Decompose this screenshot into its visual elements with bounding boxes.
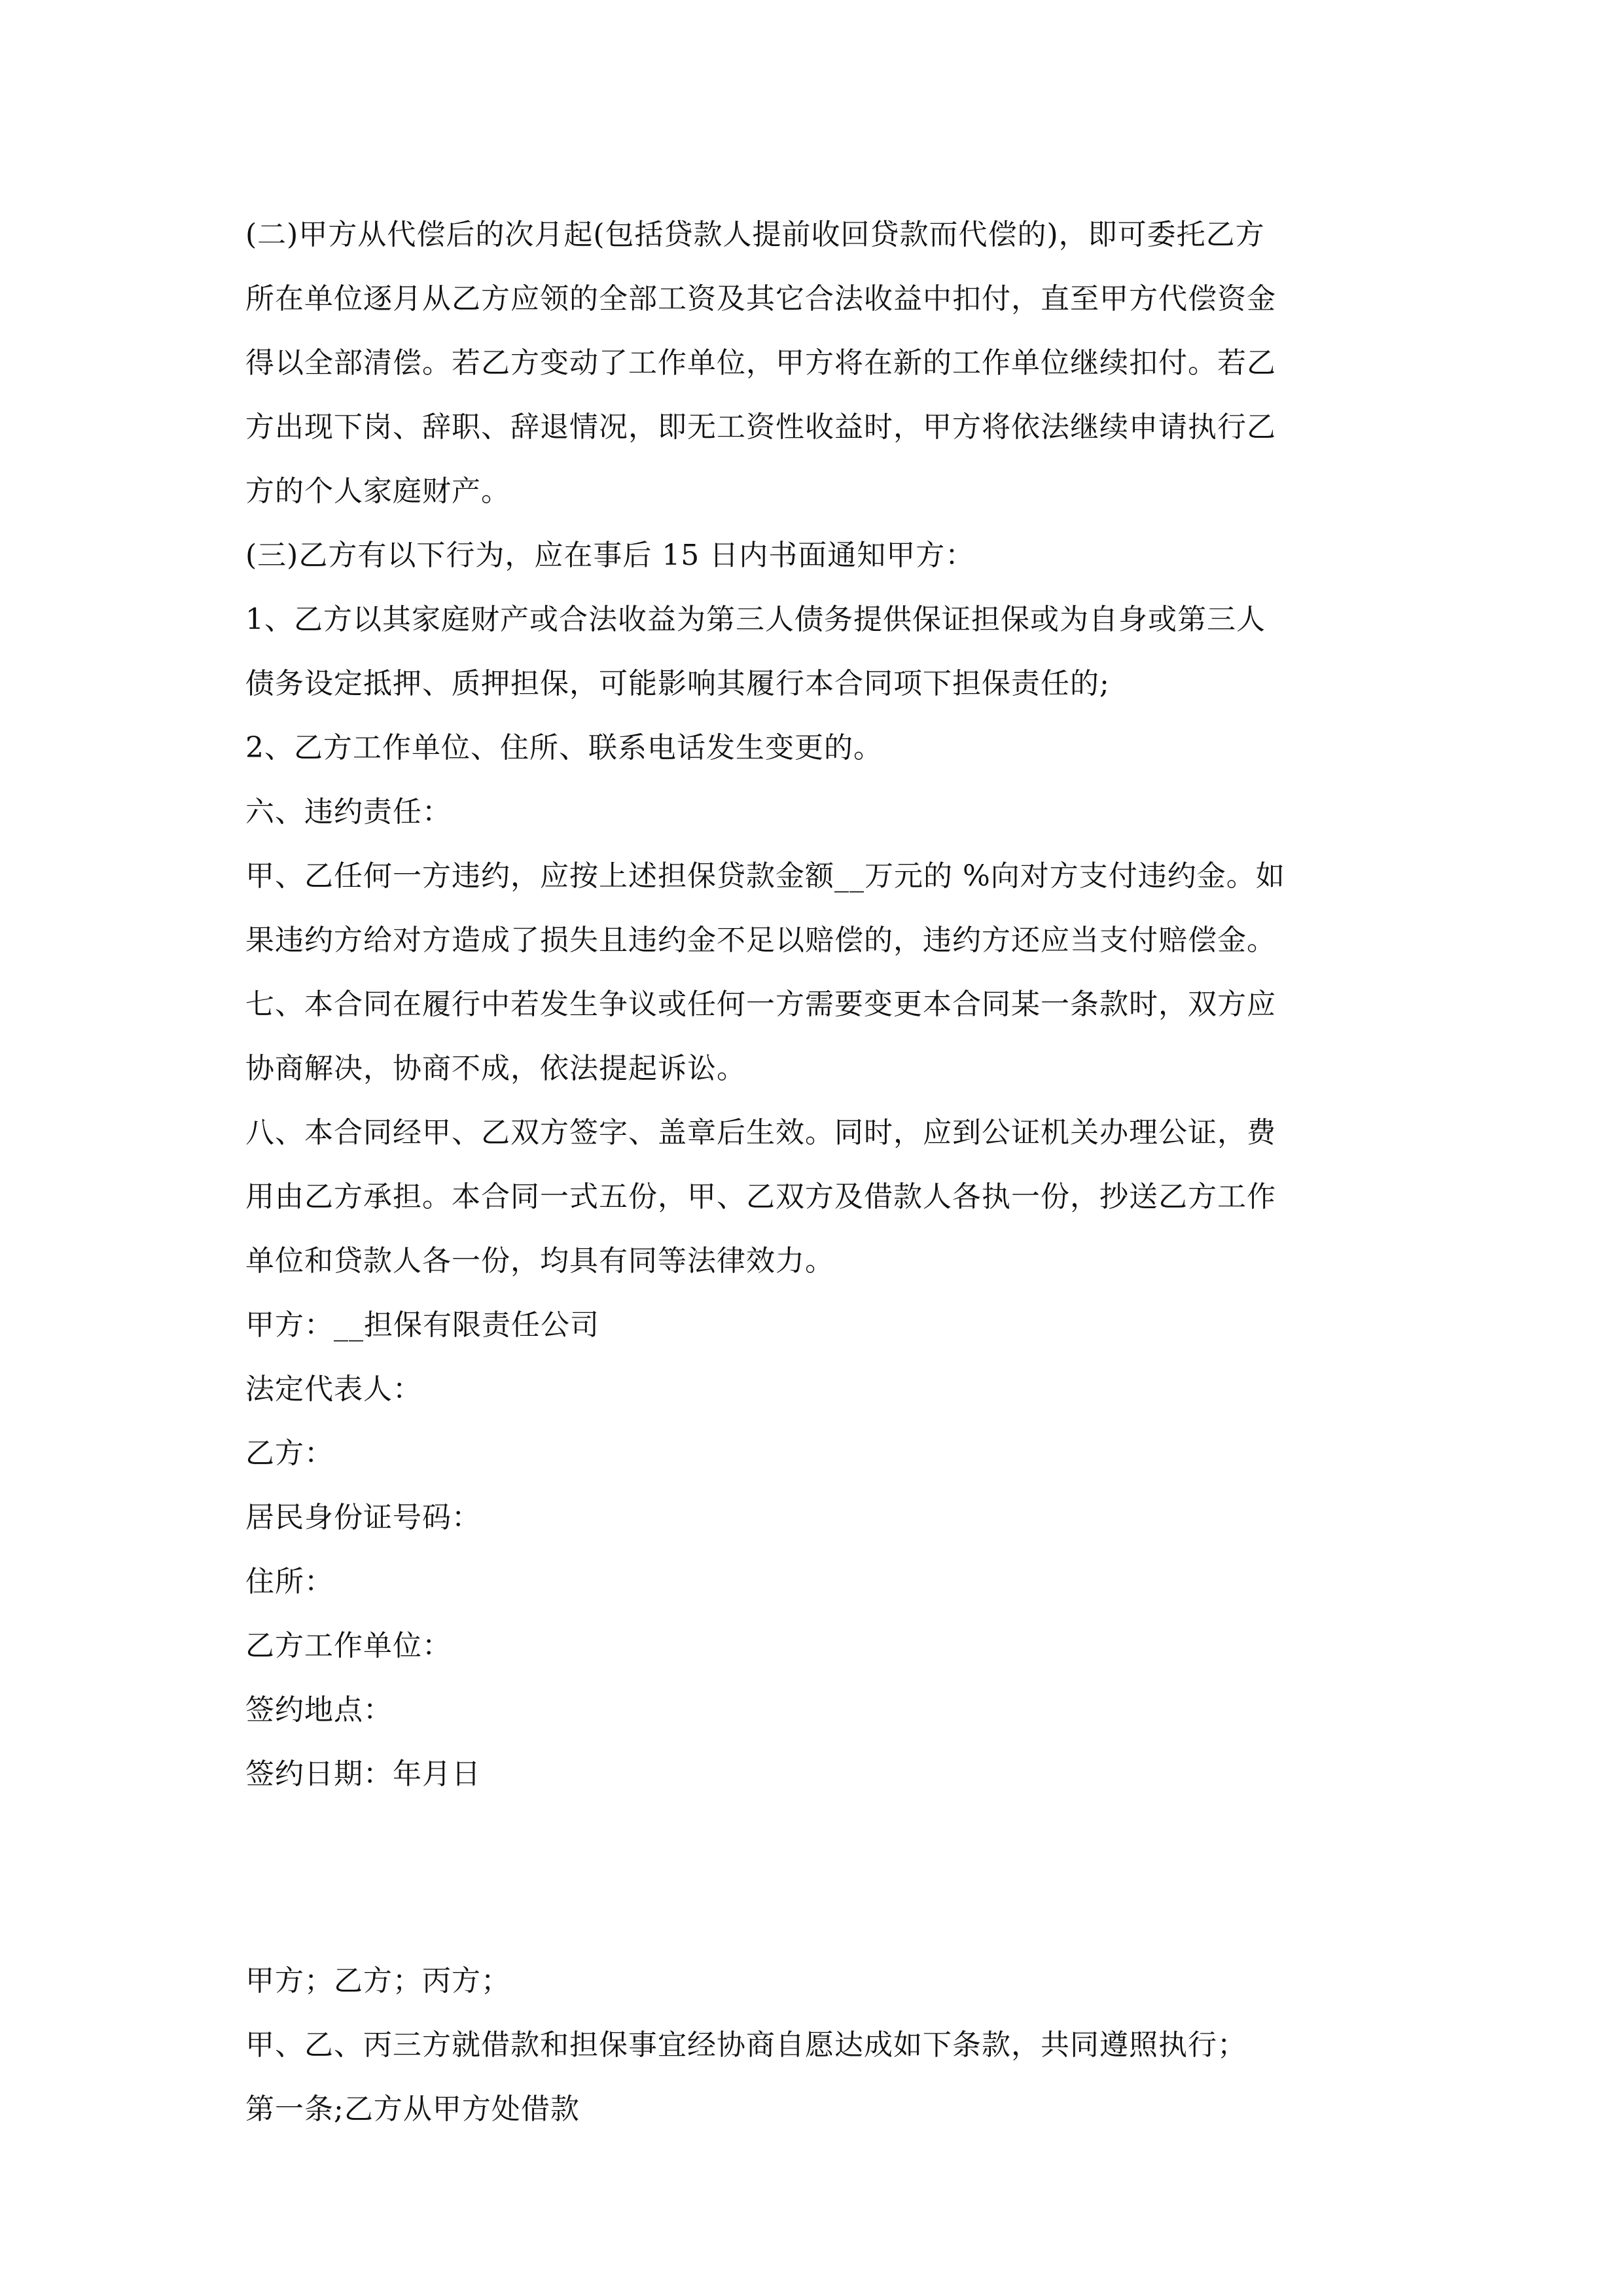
section-gap [245,1806,1381,1949]
section-heading: 六、违约责任： [245,795,452,829]
text-line: 用由乙方承担。本合同一式五份，甲、乙双方及借款人各执一份，抄送乙方工作 [245,1180,1276,1213]
text-line: 2、乙方工作单位、住所、联系电话发生变更的。 [245,731,883,764]
party-b-line: 乙方： [245,1437,334,1470]
text-line: 方出现下岗、辞职、辞退情况，即无工资性收益时，甲方将依法继续申请执行乙 [245,410,1276,444]
text-line: 甲、乙、丙三方就借款和担保事宜经协商自愿达成如下条款，共同遵照执行； [245,2028,1247,2062]
text-line: 七、本合同在履行中若发生争议或任何一方需要变更本合同某一条款时，双方应 [245,988,1276,1021]
text-line: 1、乙方以其家庭财产或合法收益为第三人债务提供保证担保或为自身或第三人 [245,603,1266,636]
text-line: 债务设定抵押、质押担保，可能影响其履行本合同项下担保责任的; [245,667,1110,700]
text-line: 果违约方给对方造成了损失且违约金不足以赔偿的，违约方还应当支付赔偿金。 [245,924,1276,957]
article-one-line: 第一条;乙方从甲方处借款 [245,2092,580,2126]
text-line: (二)甲方从代偿后的次月起(包括贷款人提前收回贷款而代偿的)，即可委托乙方 [245,218,1265,251]
text-line: 方的个人家庭财产。 [245,475,510,508]
text-line: 所在单位逐月从乙方应领的全部工资及其它合法收益中扣付，直至甲方代偿资金 [245,282,1276,315]
text-line: 单位和贷款人各一份，均具有同等法律效力。 [245,1244,834,1278]
text-line: 协商解决，协商不成，依法提起诉讼。 [245,1052,746,1085]
text-line: 八、本合同经甲、乙双方签字、盖章后生效。同时，应到公证机关办理公证，费 [245,1116,1276,1149]
legal-representative-line: 法定代表人： [245,1372,422,1406]
work-unit-line: 乙方工作单位： [245,1629,452,1662]
parties-line: 甲方；乙方；丙方； [245,1964,510,1998]
text-line: 甲、乙任何一方违约，应按上述担保贷款金额__万元的 %向对方支付违约金。如 [245,859,1285,893]
text-line: 得以全部清偿。若乙方变动了工作单位，甲方将在新的工作单位继续扣付。若乙 [245,346,1276,380]
document-body [245,203,1381,2142]
text-line: (三)乙方有以下行为，应在事后 15 日内书面通知甲方： [245,539,975,572]
signing-date-line: 签约日期：年月日 [245,1757,481,1791]
signing-place-line: 签约地点： [245,1693,393,1727]
party-a-line: 甲方：__担保有限责任公司 [245,1308,599,1342]
id-number-line: 居民身份证号码： [245,1501,481,1534]
address-line: 住所： [245,1565,334,1598]
